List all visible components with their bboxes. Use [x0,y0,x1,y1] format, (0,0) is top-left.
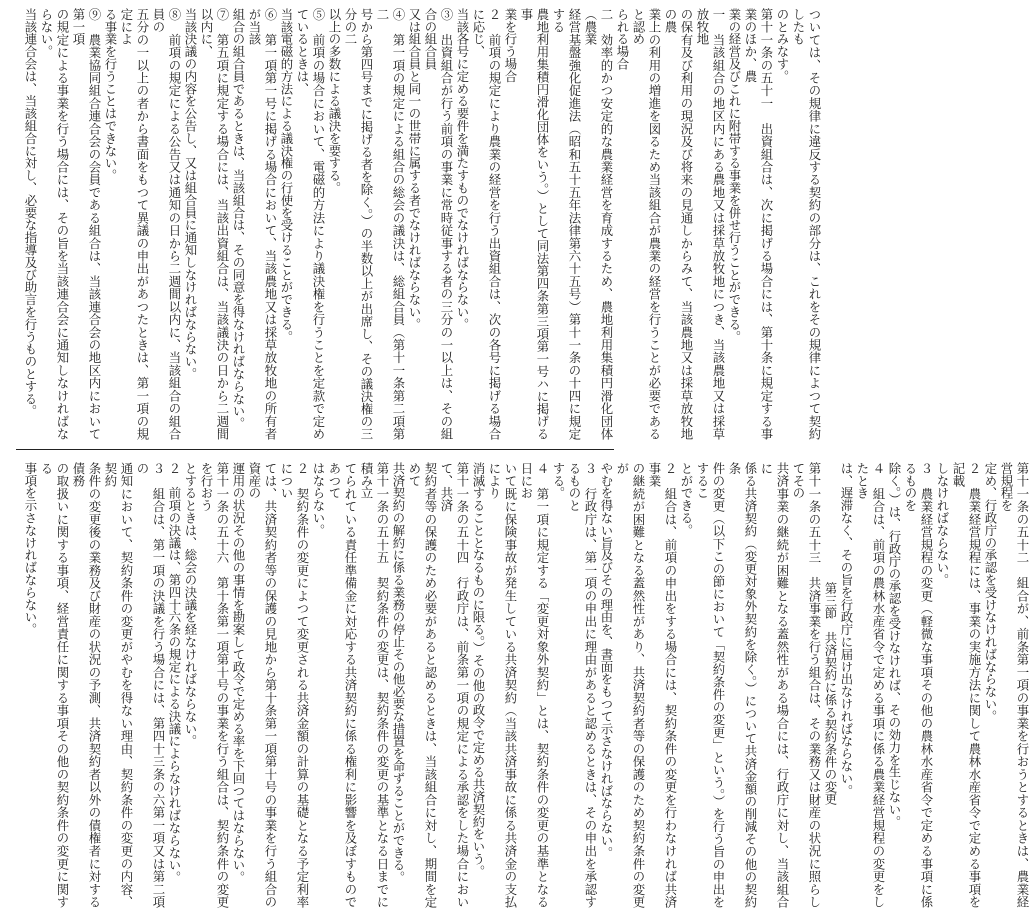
text-line: 件の変更（以下この節において「契約条件の変更」という。）を行う旨の申出をするこ [695,462,726,908]
text-line: ４ 組合は、前項の農林水産省令で定める事項に係る農業経営規程の変更をしたとき [855,462,886,908]
text-line: ２ 農業経営規程には、事業の実施方法に関して農林水産省令で定める事項を記載 [951,462,982,908]
text-line: ⑤ 前項の場合において、電磁的方法により議決権を行うことを定款で定めているときは、 [295,8,326,440]
text-line: 当該連合会は、当該組合に対し、必要な指導及び助言を行うものとする。 [23,8,38,418]
text-line: 運用の状況その他の事情を勘案して政令で定める率を下回つてはならない。 [231,462,246,884]
text-line: られる場合 [615,8,630,70]
text-line: 当該電磁的方法による議決権の行使を受けることができる。 [279,8,294,343]
text-line: の継続が困難となる蓋然性があり、共済契約者等の保護のため契約条件の変更が [615,462,646,908]
text-line: 第三節 共済契約に係る契約条件の変更 [823,582,838,806]
text-line: てられている責任準備金に対応する共済契約に係る権利に影響を及ぼすものであつて [327,462,358,908]
text-line: 共済事業の継続が困難となる蓋然性がある場合には、行政庁に対し、当該組合に [759,462,790,908]
upper-text-block [22,8,822,440]
text-line: とができる。 [679,462,694,537]
text-line: 条件の変更後の業務及び財産の状況の予測、共済契約者以外の債権者に対する債務 [71,462,102,908]
text-line: ２ 前項の規定により農業の経営を行う出資組合は、次の各号に掲げる場合に応じ、 [471,8,502,440]
text-line: 共済契約の解約に係る業務の停止その他必要な措置を命ずることができる。 [391,462,406,884]
text-line: ③ 出資組合が行う前項の事業に常時従事する者の三分の一以上は、その組合の組合員 [423,8,454,440]
text-line: る事業を行うことはできない。 [103,8,118,182]
text-line: 契約者等の保護のため必要があると認めるときは、当該組合に対し、期間を定めて [407,462,438,908]
text-line: 経営基盤強化促進法（昭和五十五年法律第六十五号）第十一条の十四に規定する [551,8,582,440]
text-line: 当該決議の内容を公告し、又は組合員に通知しなければならない。 [183,8,198,380]
text-line: 農地利用集積円滑化団体をいう。）として同法第四条第三項第一号ハに掲げる事 [519,8,550,440]
text-line: ⑥ 第一項第一号に掲げる場合において、当該農地又は採草放牧地の所有者が当該 [247,8,278,440]
text-line: 係る共済契約（変更対象外契約を除く。）について共済金額の削減その他の契約条 [727,462,758,908]
text-line: ３ 行政庁は、第一項の申出に理由があると認めるときは、その申出を承認するものと [567,462,598,908]
text-line: 第十一条の五十二 組合が、前条第一項の事業を行おうとするときは、農業経営規程を [999,462,1030,908]
upper-vertical-text [22,8,822,440]
text-line: 業の経営及びこれに附帯する事業を併せ行うことができる。 [727,8,742,343]
text-line: 業を行う場合 [503,8,518,83]
text-line: はならない。 [311,462,326,537]
text-line: 一 当該組合の地区内にある農地又は採草放牧地につき、当該農地又は採草放牧地 [695,8,726,440]
lower-vertical-text [22,462,1030,908]
text-line: のとみなす。 [775,8,790,83]
text-line: 第十一条の五十一 出資組合は、次に掲げる場合には、第十条に規定する事業のほか、農 [743,8,774,440]
text-line: 当該各号に定める要件を満たすものでなければならない。 [455,8,470,331]
text-line: の保有及び利用の現況及び将来の見通しからみて、当該農地又は採草放牧地の農 [663,8,694,440]
text-line: ては、共済契約者等の保護の見地から第十条第一項第十号の事業を行う組合の資産の [247,462,278,908]
page-divider [16,449,614,450]
text-line: 号から第四号までに掲げる者を除く。）の半数以上が出席し、その議決権の三分の二 [343,8,374,440]
text-line: ついては、その規律に違反する契約の部分は、これをその規律によつて契約したも [791,8,822,440]
text-line: 以上の多数による議決を要する。 [327,8,342,194]
text-line: ３ 農業経営規程の変更（軽微な事項その他の農林水産省令で定める事項に係るものを [903,462,934,908]
text-line: 五分の一以上の者から書面をもつて異議の申出があつたときは、第一項の規定によ [119,8,150,440]
text-line: とするときは、総会の決議を経なければならない。 [183,462,198,748]
text-line: 第十一条の五十四 行政庁は、前条第一項の規定による承認をした場合において、共済 [439,462,470,908]
text-line: いて既に保険事故が発生している共済契約（当該共済事故に係る共済金の支払により [487,462,518,908]
text-line: 第十一条の五十三 共済事業を行う組合は、その業務又は財産の状況に照らしてその [791,462,822,908]
text-line: 組合の組合員であるときは、当該組合は、その同意を得なければならない。 [231,8,246,430]
text-line: 定め、行政庁の承認を受けなければならない。 [983,462,998,723]
text-line: 除く。）は、行政庁の承認を受けなければ、その効力を生じない。 [887,462,902,828]
text-line: 第十一条の五十六 第十条第一項第十号の事業を行う組合は、契約条件の変更を行おう [199,462,230,908]
text-line: の取扱いに関する事項、経営責任に関する事項その他の契約条件の変更に関する [39,462,70,908]
text-line: ４ 第一項に規定する「変更対象外契約」とは、契約条件の変更の基準となる日にお [519,462,550,908]
text-line: 消滅することとなるものに限る。）その他の政令で定める共済契約をいう。 [471,462,486,878]
text-line: の規定による事業を行う場合には、その旨を当該連合会に通知しなければならない。 [39,8,70,440]
text-line: ⑧ 前項の規定による公告又は通知の日から二週間以内に、当該組合の組合員の [151,8,182,440]
text-line: しなければならない。 [935,462,950,586]
text-line: する。 [551,462,566,500]
text-line: 二 効率的かつ安定的な農業経営を育成するため、農地利用集積円滑化団体（農業 [583,8,614,440]
text-line: ２ 組合は、前項の申出をする場合には、契約条件の変更を行わなければ共済事業 [647,462,678,908]
text-line: 第十一条の五十五 契約条件の変更は、契約条件の変更の基準となる日までに積み立 [359,462,390,908]
text-line: ⑨ 農業協同組合連合会の会員である組合は、当該連合会の地区内において第一項 [71,8,102,440]
text-line: ２ 契約条件の変更によつて変更される共済金額の計算の基礎となる予定利率につい [279,462,310,908]
lower-text-block [22,462,1030,908]
text-line: 業上の利用の増進を図るため当該組合が農業の経営を行うことが必要であると認め [631,8,662,440]
text-line: 通知において、契約条件の変更がやむを得ない理由、契約条件の変更の内容、契約 [103,462,134,908]
text-line: は、遅滞なく、その旨を行政庁に届け出なければならない。 [839,462,854,797]
text-line: ３ 組合は、第一項の決議を行う場合には、第四十三条の六第一項又は第二項の [135,462,166,908]
text-line: ④ 第一項の規定による組合の総会の議決は、総組合員（第十一条第二項第二 [375,8,406,440]
text-line: ⑦ 第五項に規定する場合には、当該出資組合は、当該議決の日から二週間以内に、 [199,8,230,440]
text-line: やむを得ない旨及びその理由を、書面をもつて示さなければならない。 [599,462,614,859]
text-line: 又は組合員と同一の世帯に属する者でなければならない。 [407,8,422,331]
text-line: 事項を示さなければならない。 [23,462,38,636]
text-line: ２ 前項の決議は、第四十六条の規定による決議によらなければならない。 [167,462,182,884]
